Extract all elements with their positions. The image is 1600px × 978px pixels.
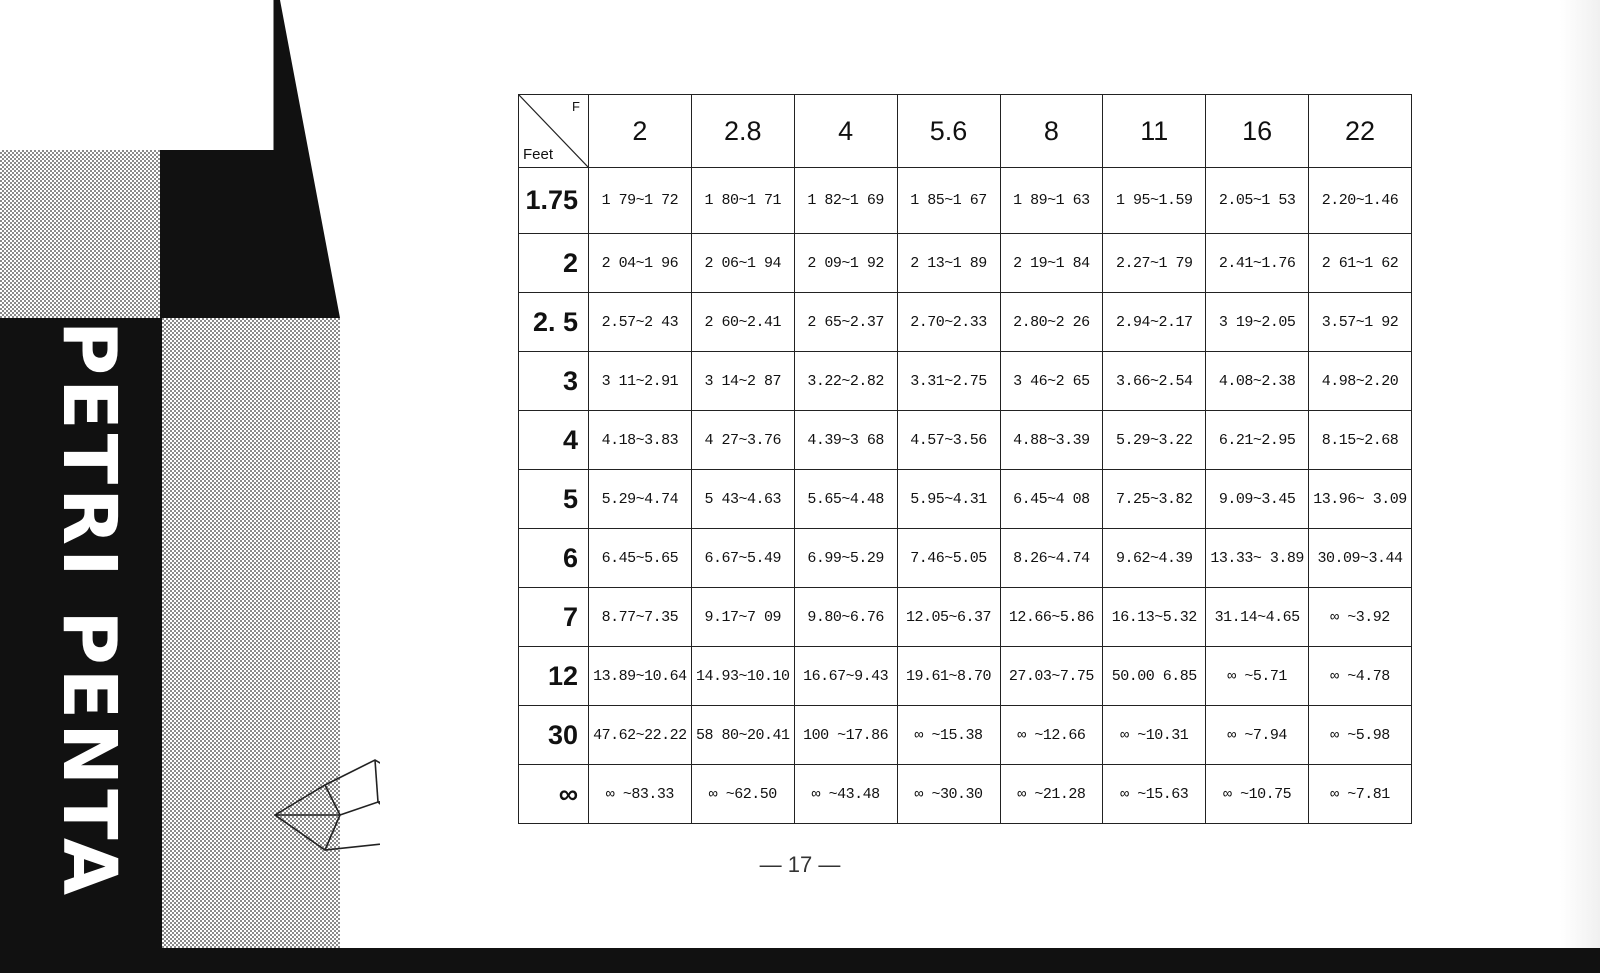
range-cell: ∞ ~12.66 <box>1000 706 1103 765</box>
range-cell: 5 43~4.63 <box>691 470 794 529</box>
table-row <box>519 411 1412 470</box>
aperture-header: 8 <box>1000 95 1103 168</box>
range-cell: ∞ ~10.75 <box>1206 765 1309 824</box>
aperture-header: 5.6 <box>897 95 1000 168</box>
distance-cell: 2. 5 <box>519 293 589 352</box>
corner-f-label: F <box>572 99 580 114</box>
table-row <box>519 765 1412 824</box>
distance-cell: 3 <box>519 352 589 411</box>
range-cell: ∞ ~3.92 <box>1309 588 1412 647</box>
range-cell: 2.70~2.33 <box>897 293 1000 352</box>
range-cell: 50.00 6.85 <box>1103 647 1206 706</box>
range-cell: 2.27~1 79 <box>1103 234 1206 293</box>
brand-title <box>14 320 164 900</box>
range-cell: 3 14~2 87 <box>691 352 794 411</box>
aperture-header: 22 <box>1309 95 1412 168</box>
range-cell: 2.05~1 53 <box>1206 168 1309 234</box>
range-cell: ∞ ~10.31 <box>1103 706 1206 765</box>
range-cell: 2.57~2 43 <box>589 293 692 352</box>
range-cell: 2.94~2.17 <box>1103 293 1206 352</box>
range-cell: 9.17~7 09 <box>691 588 794 647</box>
distance-cell: 7 <box>519 588 589 647</box>
range-cell: 2 60~2.41 <box>691 293 794 352</box>
distance-cell: 30 <box>519 706 589 765</box>
table-row <box>519 647 1412 706</box>
range-cell: ∞ ~21.28 <box>1000 765 1103 824</box>
distance-cell: 5 <box>519 470 589 529</box>
range-cell: 6.45~5.65 <box>589 529 692 588</box>
range-cell: 2 19~1 84 <box>1000 234 1103 293</box>
aperture-header: 4 <box>794 95 897 168</box>
range-cell: 3 19~2.05 <box>1206 293 1309 352</box>
range-cell: ∞ ~7.94 <box>1206 706 1309 765</box>
table-row <box>519 588 1412 647</box>
range-cell: 1 79~1 72 <box>589 168 692 234</box>
range-cell: 4.18~3.83 <box>589 411 692 470</box>
range-cell: 1 89~1 63 <box>1000 168 1103 234</box>
range-cell: ∞ ~7.81 <box>1309 765 1412 824</box>
aperture-header-row <box>519 95 1412 168</box>
range-cell: 2.80~2 26 <box>1000 293 1103 352</box>
range-cell: 16.13~5.32 <box>1103 588 1206 647</box>
range-cell: 4.57~3.56 <box>897 411 1000 470</box>
range-cell: 6.21~2.95 <box>1206 411 1309 470</box>
corner-feet-label: Feet <box>523 146 554 163</box>
table-body <box>519 168 1412 824</box>
table-row <box>519 470 1412 529</box>
range-cell: 3 46~2 65 <box>1000 352 1103 411</box>
range-cell: 5.95~4.31 <box>897 470 1000 529</box>
range-cell: 31.14~4.65 <box>1206 588 1309 647</box>
range-cell: 1 95~1.59 <box>1103 168 1206 234</box>
range-cell: ∞ ~62.50 <box>691 765 794 824</box>
range-cell: 3 11~2.91 <box>589 352 692 411</box>
range-cell: 4.08~2.38 <box>1206 352 1309 411</box>
table-row <box>519 529 1412 588</box>
range-cell: 2.20~1.46 <box>1309 168 1412 234</box>
range-cell: 3.66~2.54 <box>1103 352 1206 411</box>
range-cell: ∞ ~5.98 <box>1309 706 1412 765</box>
page-crease <box>1560 0 1600 948</box>
aperture-header: 11 <box>1103 95 1206 168</box>
aperture-header: 2.8 <box>691 95 794 168</box>
distance-cell: 1.75 <box>519 168 589 234</box>
range-cell: 2 61~1 62 <box>1309 234 1412 293</box>
depth-of-field-table <box>518 94 1412 824</box>
range-cell: 9.09~3.45 <box>1206 470 1309 529</box>
cover-decoration <box>0 0 380 973</box>
table-row <box>519 168 1412 234</box>
aperture-header: 16 <box>1206 95 1309 168</box>
distance-cell: 2 <box>519 234 589 293</box>
range-cell: ∞ ~30.30 <box>897 765 1000 824</box>
distance-cell: 6 <box>519 529 589 588</box>
range-cell: 2 13~1 89 <box>897 234 1000 293</box>
range-cell: 100 ~17.86 <box>794 706 897 765</box>
range-cell: 7.46~5.05 <box>897 529 1000 588</box>
distance-cell: 4 <box>519 411 589 470</box>
range-cell: 6.99~5.29 <box>794 529 897 588</box>
range-cell: 13.89~10.64 <box>589 647 692 706</box>
range-cell: 8.77~7.35 <box>589 588 692 647</box>
range-cell: 13.96~ 3.09 <box>1309 470 1412 529</box>
range-cell: 7.25~3.82 <box>1103 470 1206 529</box>
range-cell: 5.29~4.74 <box>589 470 692 529</box>
range-cell: ∞ ~15.63 <box>1103 765 1206 824</box>
table-row <box>519 293 1412 352</box>
range-cell: 5.29~3.22 <box>1103 411 1206 470</box>
range-cell: 4 27~3.76 <box>691 411 794 470</box>
range-cell: 8.15~2.68 <box>1309 411 1412 470</box>
range-cell: 27.03~7.75 <box>1000 647 1103 706</box>
range-cell: 6.67~5.49 <box>691 529 794 588</box>
range-cell: 5.65~4.48 <box>794 470 897 529</box>
range-cell: 4.39~3 68 <box>794 411 897 470</box>
range-cell: ∞ ~5.71 <box>1206 647 1309 706</box>
range-cell: 47.62~22.22 <box>589 706 692 765</box>
range-cell: 30.09~3.44 <box>1309 529 1412 588</box>
range-cell: 12.05~6.37 <box>897 588 1000 647</box>
brand-title-text: PETRI PENTA <box>46 320 133 900</box>
range-cell: ∞ ~83.33 <box>589 765 692 824</box>
range-cell: 9.62~4.39 <box>1103 529 1206 588</box>
range-cell: ∞ ~4.78 <box>1309 647 1412 706</box>
range-cell: 12.66~5.86 <box>1000 588 1103 647</box>
table-corner-cell <box>519 95 589 168</box>
range-cell: 2 04~1 96 <box>589 234 692 293</box>
range-cell: 2 06~1 94 <box>691 234 794 293</box>
range-cell: 14.93~10.10 <box>691 647 794 706</box>
range-cell: 3.31~2.75 <box>897 352 1000 411</box>
range-cell: 3.57~1 92 <box>1309 293 1412 352</box>
range-cell: 58 80~20.41 <box>691 706 794 765</box>
range-cell: 2 09~1 92 <box>794 234 897 293</box>
range-cell: 1 85~1 67 <box>897 168 1000 234</box>
range-cell: 3.22~2.82 <box>794 352 897 411</box>
table-row <box>519 706 1412 765</box>
range-cell: ∞ ~43.48 <box>794 765 897 824</box>
range-cell: 2.41~1.76 <box>1206 234 1309 293</box>
range-cell: 8.26~4.74 <box>1000 529 1103 588</box>
range-cell: 4.98~2.20 <box>1309 352 1412 411</box>
range-cell: 16.67~9.43 <box>794 647 897 706</box>
range-cell: 2 65~2.37 <box>794 293 897 352</box>
range-cell: 19.61~8.70 <box>897 647 1000 706</box>
bottom-edge <box>0 948 1600 973</box>
page-number: — 17 — <box>759 852 841 877</box>
range-cell: ∞ ~15.38 <box>897 706 1000 765</box>
range-cell: 6.45~4 08 <box>1000 470 1103 529</box>
range-cell: 9.80~6.76 <box>794 588 897 647</box>
range-cell: 1 80~1 71 <box>691 168 794 234</box>
aperture-header: 2 <box>589 95 692 168</box>
range-cell: 1 82~1 69 <box>794 168 897 234</box>
range-cell: 4.88~3.39 <box>1000 411 1103 470</box>
table-row <box>519 234 1412 293</box>
range-cell: 13.33~ 3.89 <box>1206 529 1309 588</box>
table-row <box>519 352 1412 411</box>
distance-cell: ∞ <box>519 765 589 824</box>
distance-cell: 12 <box>519 647 589 706</box>
